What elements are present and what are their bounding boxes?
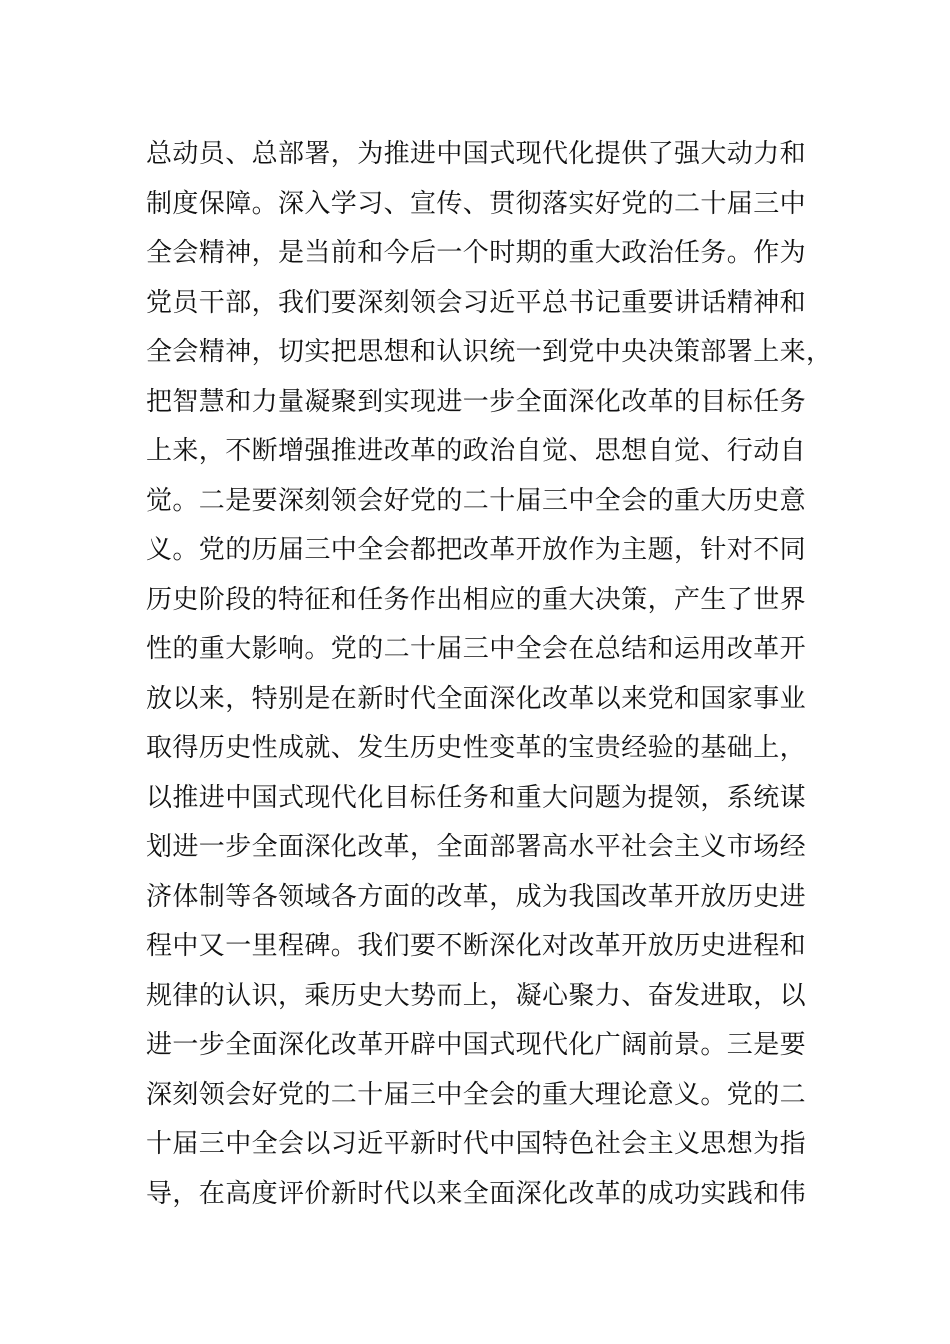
- text-line: 总动员、总部署，为推进中国式现代化提供了强大动力和: [146, 139, 807, 169]
- text-line: 划进一步全面深化改革，全面部署高水平社会主义市场经: [146, 832, 807, 862]
- text-line: 程中又一里程碑。我们要不断深化对改革开放历史进程和: [146, 931, 807, 961]
- text-line: 上来，不断增强推进改革的政治自觉、思想自觉、行动自: [146, 436, 807, 466]
- text-line: 十届三中全会以习近平新时代中国特色社会主义思想为指: [146, 1129, 807, 1159]
- text-line: 义。党的历届三中全会都把改革开放作为主题，针对不同: [146, 535, 807, 565]
- text-line: 制度保障。深入学习、宣传、贯彻落实好党的二十届三中: [146, 188, 807, 219]
- text-line: 导，在高度评价新时代以来全面深化改革的成功实践和伟: [146, 1178, 807, 1209]
- text-line: 深刻领会好党的二十届三中全会的重大理论意义。党的二: [146, 1079, 807, 1110]
- body-text: [146, 130, 833, 1219]
- text-line: 放以来，特别是在新时代全面深化改革以来党和国家事业: [146, 683, 807, 714]
- text-line: 规律的认识，乘历史大势而上，凝心聚力、奋发进取，以: [146, 980, 807, 1011]
- text-line: 历史阶段的特征和任务作出相应的重大决策，产生了世界: [146, 584, 807, 615]
- text-line: 觉。二是要深刻领会好党的二十届三中全会的重大历史意: [146, 485, 807, 516]
- text-line: 把智慧和力量凝聚到实现进一步全面深化改革的目标任务: [146, 386, 807, 417]
- text-line: 党员干部，我们要深刻领会习近平总书记重要讲话精神和: [146, 287, 807, 318]
- text-line: 性的重大影响。党的二十届三中全会在总结和运用改革开: [146, 634, 807, 664]
- text-line: 进一步全面深化改革开辟中国式现代化广阔前景。三是要: [146, 1030, 807, 1060]
- text-line: 以推进中国式现代化目标任务和重大问题为提领，系统谋: [146, 782, 807, 813]
- text-line: 全会精神，切实把思想和认识统一到党中央决策部署上来，: [146, 337, 833, 367]
- text-line: 取得历史性成就、发生历史性变革的宝贵经验的基础上，: [146, 733, 807, 763]
- text-line: 全会精神，是当前和今后一个时期的重大政治任务。作为: [146, 238, 807, 268]
- text-line: 济体制等各领域各方面的改革，成为我国改革开放历史进: [146, 881, 807, 912]
